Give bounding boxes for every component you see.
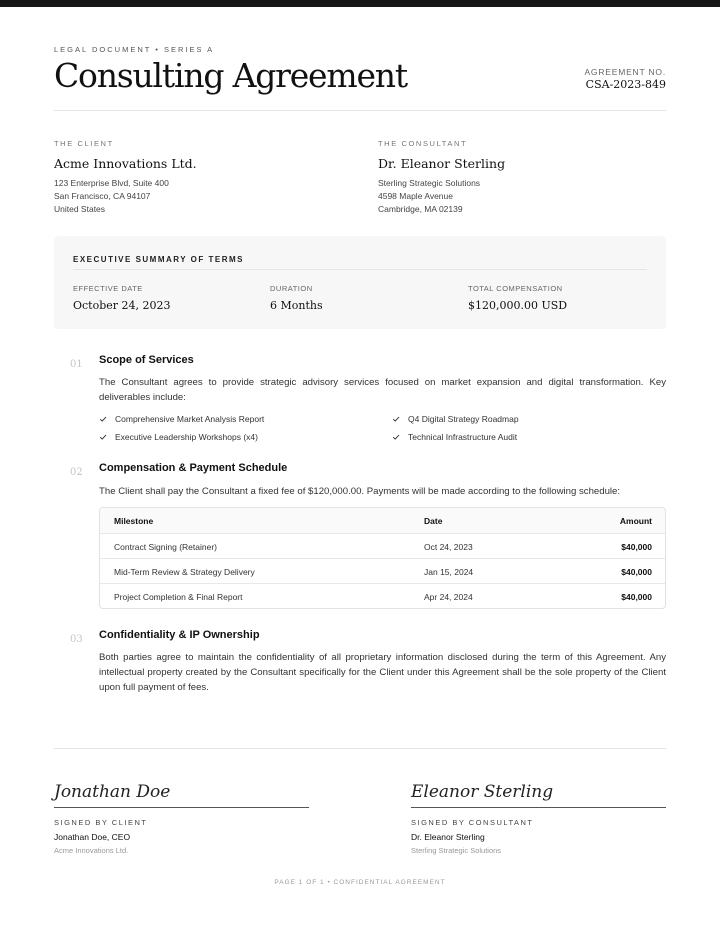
date-cell: Apr 24, 2024	[424, 592, 473, 602]
table-row	[100, 583, 665, 608]
signatory-organization: Sterling Strategic Solutions	[411, 846, 502, 855]
term-label: EFFECTIVE DATE	[73, 284, 143, 293]
section-number: 01	[70, 359, 83, 370]
term-value: 6 Months	[270, 299, 323, 312]
agreement-number-label: AGREEMENT NO.	[584, 67, 666, 77]
consultant-name: Dr. Eleanor Sterling	[378, 156, 506, 171]
section-title: Scope of Services	[99, 354, 194, 366]
signatory-name: Jonathan Doe, CEO	[54, 832, 131, 842]
header-divider	[54, 110, 666, 111]
consultant-label: THE CONSULTANT	[378, 139, 468, 148]
date-cell: Oct 24, 2023	[424, 542, 473, 552]
milestone-cell: Project Completion & Final Report	[114, 592, 243, 602]
client-signature: Jonathan Doe	[54, 782, 171, 802]
signature-label: SIGNED BY CLIENT	[54, 818, 148, 827]
payment-schedule-table	[99, 507, 666, 609]
section-body: The Consultant agrees to provide strategic advisory services focused on market expansion and digital transformation. Key deliverables include:	[99, 377, 666, 403]
term-total-compensation	[468, 284, 567, 312]
section-title: Confidentiality & IP Ownership	[99, 629, 260, 641]
top-bar	[0, 0, 720, 7]
check-icon	[99, 415, 107, 423]
term-label: TOTAL COMPENSATION	[468, 284, 563, 293]
signatory-name: Dr. Eleanor Sterling	[411, 832, 485, 842]
deliverable-label: Comprehensive Market Analysis Report	[115, 414, 265, 424]
milestone-cell: Contract Signing (Retainer)	[114, 542, 217, 552]
consultant-address-line: Sterling Strategic Solutions	[378, 178, 481, 188]
consultant-signature-block	[411, 782, 666, 855]
table-row	[100, 533, 665, 558]
term-value: $120,000.00 USD	[468, 299, 568, 312]
signature-line	[411, 807, 666, 808]
amount-cell: $40,000	[621, 567, 652, 577]
deliverable-item	[392, 414, 519, 424]
signatory-organization: Acme Innovations Ltd.	[54, 846, 129, 855]
column-header-amount: Amount	[619, 516, 652, 526]
section-body: The Client shall pay the Consultant a fixed fee of $120,000.00. Payments will be made according to the following schedule:	[99, 486, 621, 497]
section-body: Both parties agree to maintain the confidentiality of all proprietary information disclosed during the term of this Agreement. Any intellectual property created by the Consultant specifically for the Client under this Agreement shall be the sole property of the Client upon full payment of fees.	[99, 652, 666, 693]
check-icon	[99, 433, 107, 441]
page-footer: PAGE 1 OF 1 • CONFIDENTIAL AGREEMENT	[274, 879, 446, 886]
term-effective-date	[73, 284, 171, 312]
table-header-row	[100, 508, 665, 533]
summary-title: EXECUTIVE SUMMARY OF TERMS	[73, 255, 245, 264]
client-name: Acme Innovations Ltd.	[54, 156, 197, 171]
consultant-signature: Eleanor Sterling	[411, 782, 554, 802]
section-number: 03	[70, 634, 83, 645]
client-block	[54, 139, 334, 214]
column-header-date: Date	[424, 516, 443, 526]
column-header-milestone: Milestone	[114, 516, 154, 526]
client-address-line: San Francisco, CA 94107	[54, 191, 151, 201]
client-label: THE CLIENT	[54, 139, 114, 148]
signature-line	[54, 807, 309, 808]
milestone-cell: Mid-Term Review & Strategy Delivery	[114, 567, 255, 577]
summary-divider	[73, 269, 647, 270]
amount-cell: $40,000	[621, 592, 652, 602]
section-number: 02	[70, 467, 83, 478]
client-signature-block	[54, 782, 309, 855]
check-icon	[392, 415, 400, 423]
consultant-address-line: Cambridge, MA 02139	[378, 204, 463, 214]
agreement-number: CSA-2023-849	[585, 78, 666, 91]
deliverable-item	[392, 432, 517, 442]
page-title: Consulting Agreement	[54, 56, 407, 95]
signature-divider	[54, 748, 666, 749]
deliverable-item	[99, 432, 258, 442]
date-cell: Jan 15, 2024	[424, 567, 474, 577]
deliverable-label: Technical Infrastructure Audit	[408, 432, 518, 442]
document-eyebrow: LEGAL DOCUMENT • SERIES A	[54, 45, 215, 54]
amount-cell: $40,000	[621, 542, 652, 552]
client-address-line: 123 Enterprise Blvd, Suite 400	[54, 178, 169, 188]
deliverable-label: Q4 Digital Strategy Roadmap	[408, 414, 519, 424]
deliverable-item	[99, 414, 264, 424]
executive-summary-panel	[54, 236, 666, 329]
table-row	[100, 558, 665, 583]
signature-label: SIGNED BY CONSULTANT	[411, 818, 534, 827]
deliverable-label: Executive Leadership Workshops (x4)	[115, 432, 258, 442]
consultant-address-line: 4598 Maple Avenue	[378, 191, 453, 201]
term-duration	[270, 284, 323, 312]
client-address-line: United States	[54, 204, 106, 214]
term-value: October 24, 2023	[73, 299, 171, 312]
consultant-block	[378, 139, 658, 214]
check-icon	[392, 433, 400, 441]
term-label: DURATION	[270, 284, 313, 293]
section-title: Compensation & Payment Schedule	[99, 462, 288, 474]
